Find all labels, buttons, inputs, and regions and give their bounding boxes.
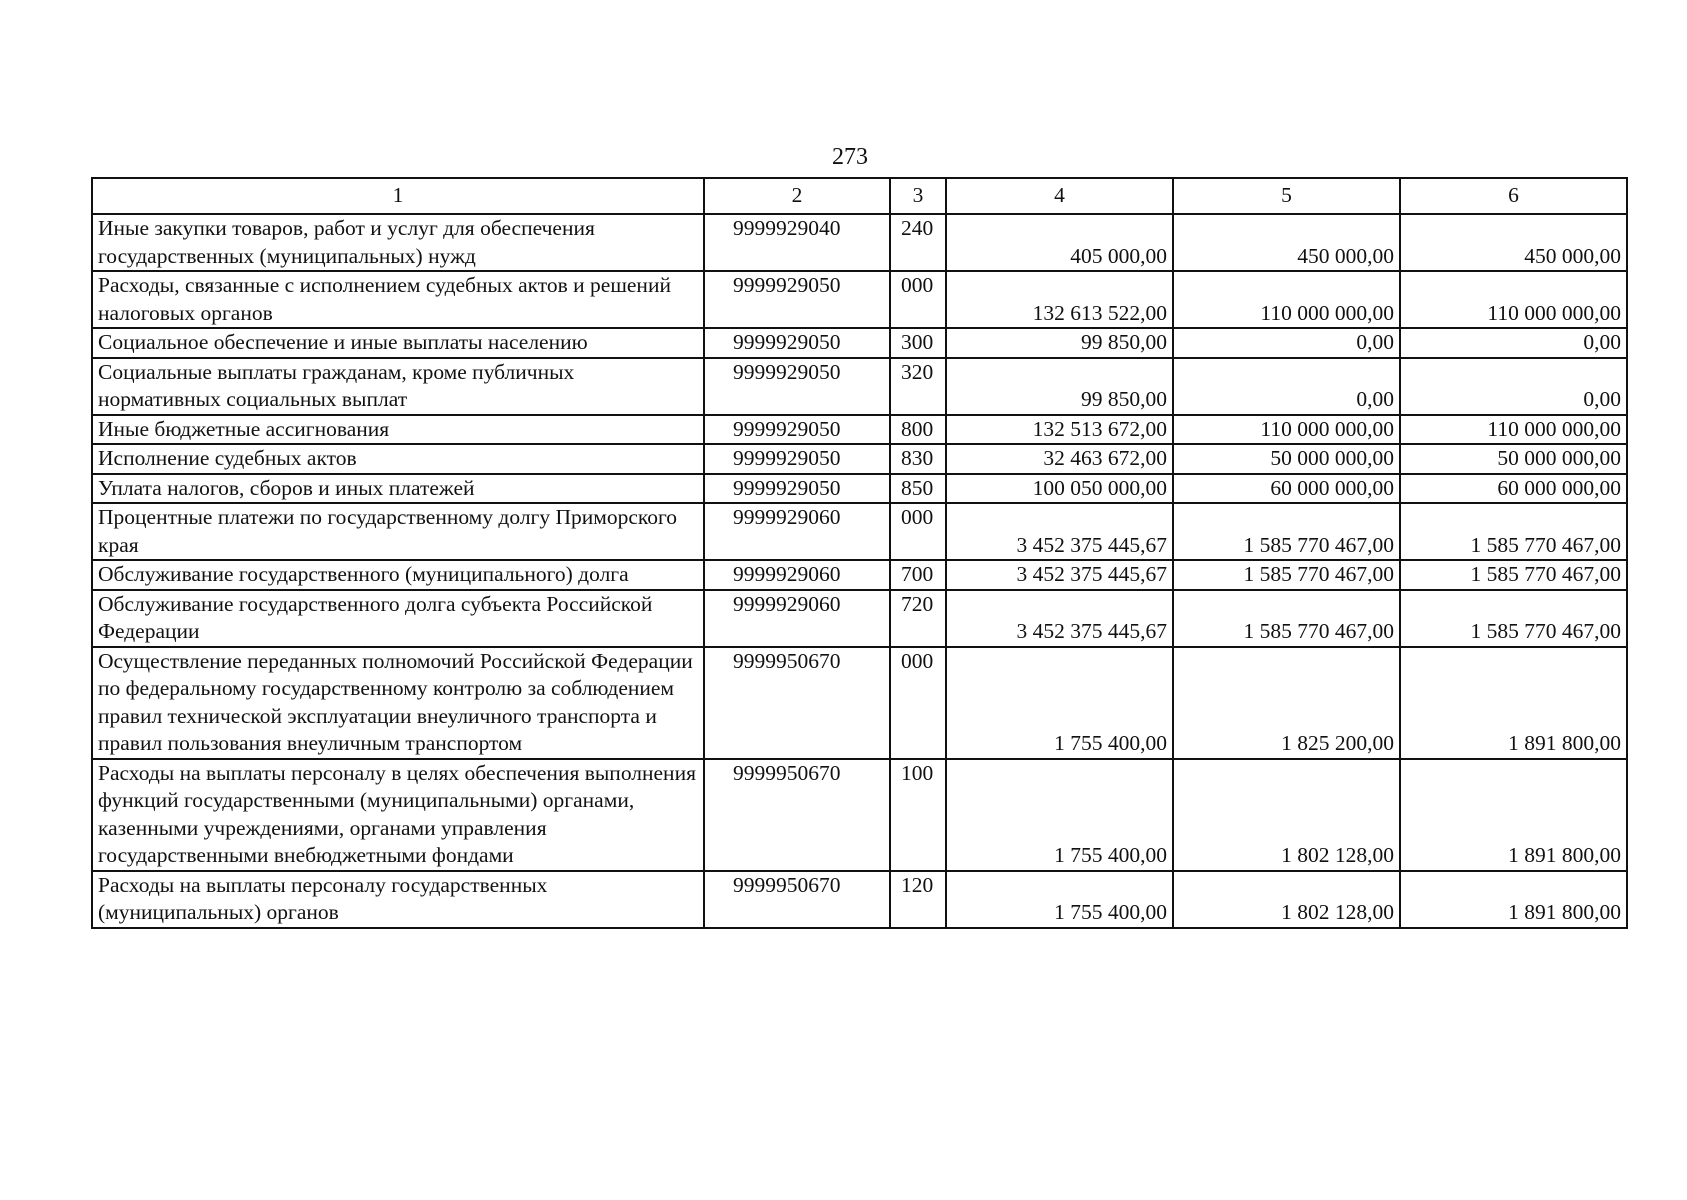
- table-row: [92, 444, 1627, 474]
- row-amount-col5: 1 585 770 467,00: [1173, 560, 1400, 590]
- row-code: 9999929050: [704, 415, 890, 445]
- table-row: [92, 560, 1627, 590]
- row-amount-col4: 1 755 400,00: [946, 871, 1173, 928]
- row-amount-col5: 450 000,00: [1173, 214, 1400, 271]
- row-amount-col6: 1 891 800,00: [1400, 647, 1627, 759]
- row-amount-col5: 50 000 000,00: [1173, 444, 1400, 474]
- table-row: [92, 358, 1627, 415]
- row-name: Обслуживание государственного (муниципального) долга: [92, 560, 704, 590]
- row-name: Социальное обеспечение и иные выплаты населению: [92, 328, 704, 358]
- table-row: [92, 415, 1627, 445]
- row-amount-col4: 3 452 375 445,67: [946, 590, 1173, 647]
- row-amount-col5: 1 825 200,00: [1173, 647, 1400, 759]
- row-name: Исполнение судебных актов: [92, 444, 704, 474]
- row-expense-type: 000: [890, 647, 946, 759]
- row-amount-col5: 0,00: [1173, 358, 1400, 415]
- row-amount-col4: 100 050 000,00: [946, 474, 1173, 504]
- row-name: Социальные выплаты гражданам, кроме публичных нормативных социальных выплат: [92, 358, 704, 415]
- column-header: 3: [890, 178, 946, 214]
- row-expense-type: 700: [890, 560, 946, 590]
- row-amount-col4: 132 613 522,00: [946, 271, 1173, 328]
- row-amount-col6: 110 000 000,00: [1400, 415, 1627, 445]
- row-amount-col6: 1 585 770 467,00: [1400, 590, 1627, 647]
- row-expense-type: 800: [890, 415, 946, 445]
- row-expense-type: 830: [890, 444, 946, 474]
- row-name: Иные закупки товаров, работ и услуг для обеспечения государственных (муниципальных) нужд: [92, 214, 704, 271]
- row-amount-col6: 110 000 000,00: [1400, 271, 1627, 328]
- table-header-row: [92, 178, 1627, 214]
- row-name: Осуществление переданных полномочий Российской Федерации по федеральному государственному контролю за соблюдением правил технической эксплуатации внеуличного транспорта и правил пользования внеуличным транспортом: [92, 647, 704, 759]
- row-code: 9999950670: [704, 759, 890, 871]
- row-amount-col5: 1 802 128,00: [1173, 871, 1400, 928]
- row-name: Расходы на выплаты персоналу государственных (муниципальных) органов: [92, 871, 704, 928]
- row-code: 9999929050: [704, 474, 890, 504]
- row-code: 9999929060: [704, 503, 890, 560]
- row-amount-col4: 99 850,00: [946, 358, 1173, 415]
- table-row: [92, 759, 1627, 871]
- table-row: [92, 474, 1627, 504]
- row-amount-col5: 110 000 000,00: [1173, 271, 1400, 328]
- row-code: 9999929040: [704, 214, 890, 271]
- row-code: 9999929050: [704, 271, 890, 328]
- row-expense-type: 000: [890, 503, 946, 560]
- row-amount-col5: 1 802 128,00: [1173, 759, 1400, 871]
- row-amount-col5: 1 585 770 467,00: [1173, 590, 1400, 647]
- table-row: [92, 590, 1627, 647]
- row-code: 9999950670: [704, 871, 890, 928]
- row-name: Уплата налогов, сборов и иных платежей: [92, 474, 704, 504]
- row-name: Процентные платежи по государственному долгу Приморского края: [92, 503, 704, 560]
- row-code: 9999929050: [704, 358, 890, 415]
- row-expense-type: 100: [890, 759, 946, 871]
- column-header: 5: [1173, 178, 1400, 214]
- row-amount-col4: 1 755 400,00: [946, 759, 1173, 871]
- row-expense-type: 300: [890, 328, 946, 358]
- row-amount-col5: 1 585 770 467,00: [1173, 503, 1400, 560]
- row-amount-col5: 0,00: [1173, 328, 1400, 358]
- column-header: 4: [946, 178, 1173, 214]
- table-row: [92, 871, 1627, 928]
- row-expense-type: 850: [890, 474, 946, 504]
- table-row: [92, 214, 1627, 271]
- row-amount-col6: 1 585 770 467,00: [1400, 503, 1627, 560]
- row-amount-col6: 50 000 000,00: [1400, 444, 1627, 474]
- row-amount-col6: 1 891 800,00: [1400, 759, 1627, 871]
- row-name: Иные бюджетные ассигнования: [92, 415, 704, 445]
- row-code: 9999929050: [704, 328, 890, 358]
- column-header: 6: [1400, 178, 1627, 214]
- row-amount-col4: 3 452 375 445,67: [946, 503, 1173, 560]
- row-expense-type: 720: [890, 590, 946, 647]
- row-code: 9999929050: [704, 444, 890, 474]
- row-amount-col4: 32 463 672,00: [946, 444, 1173, 474]
- row-name: Обслуживание государственного долга субъекта Российской Федерации: [92, 590, 704, 647]
- budget-table: [91, 177, 1628, 929]
- row-code: 9999929060: [704, 560, 890, 590]
- row-amount-col6: 60 000 000,00: [1400, 474, 1627, 504]
- row-amount-col4: 132 513 672,00: [946, 415, 1173, 445]
- table-row: [92, 647, 1627, 759]
- row-expense-type: 000: [890, 271, 946, 328]
- row-code: 9999950670: [704, 647, 890, 759]
- row-amount-col6: 450 000,00: [1400, 214, 1627, 271]
- row-amount-col4: 1 755 400,00: [946, 647, 1173, 759]
- row-amount-col4: 405 000,00: [946, 214, 1173, 271]
- row-code: 9999929060: [704, 590, 890, 647]
- row-expense-type: 320: [890, 358, 946, 415]
- row-expense-type: 240: [890, 214, 946, 271]
- row-amount-col6: 1 585 770 467,00: [1400, 560, 1627, 590]
- row-name: Расходы, связанные с исполнением судебных актов и решений налоговых органов: [92, 271, 704, 328]
- row-amount-col5: 110 000 000,00: [1173, 415, 1400, 445]
- column-header: 1: [92, 178, 704, 214]
- table-row: [92, 503, 1627, 560]
- table-row: [92, 271, 1627, 328]
- row-expense-type: 120: [890, 871, 946, 928]
- row-amount-col4: 99 850,00: [946, 328, 1173, 358]
- row-amount-col5: 60 000 000,00: [1173, 474, 1400, 504]
- row-amount-col4: 3 452 375 445,67: [946, 560, 1173, 590]
- row-amount-col6: 0,00: [1400, 358, 1627, 415]
- row-amount-col6: 1 891 800,00: [1400, 871, 1627, 928]
- page-number: 273: [832, 144, 868, 170]
- table-row: [92, 328, 1627, 358]
- row-name: Расходы на выплаты персоналу в целях обеспечения выполнения функций государственными (муниципальными) органами, казенными учреждениями, органами управления государственными внебюджетными фондами: [92, 759, 704, 871]
- column-header: 2: [704, 178, 890, 214]
- row-amount-col6: 0,00: [1400, 328, 1627, 358]
